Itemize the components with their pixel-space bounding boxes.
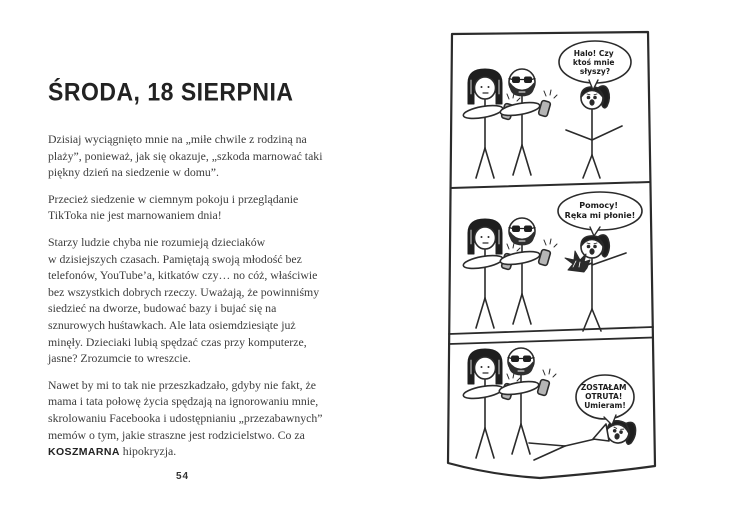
comic-strip <box>442 30 658 485</box>
text-line: minęły. Dzieciaki lubią spędzać czas przy komputerze, <box>48 334 307 349</box>
text-line-rest: hipokryzja. <box>119 444 177 459</box>
text-line: bez wszystkich dobrych rzeczy. Uważają, że powinniśmy <box>48 284 320 299</box>
text-line <box>48 443 348 461</box>
text-line: siedzieć na dworze, budować bazy i bujać się na <box>48 301 277 316</box>
paragraph <box>48 234 348 367</box>
text-line: jasne? Zrozumcie to wreszcie. <box>48 351 191 366</box>
text-line: mama i tata połowę życia spędzają na ignorowaniu mnie, <box>48 394 319 409</box>
text-line: piękny dzień na siedzenie w domu”. <box>48 165 219 180</box>
emphasis-word: KOSZMARNA <box>48 446 120 459</box>
paragraph <box>48 191 348 224</box>
text-line: w dzisiejszych czasach. Pamiętają swoją młodość bez <box>48 251 302 266</box>
svg-text:ZOSTAŁAM OTRUTA!: ZOSTAŁAM OTRUTA! Umieram! <box>580 383 627 410</box>
page-number: 54 <box>175 471 190 482</box>
text-line: TikToka nie jest marnowaniem dnia! <box>48 208 222 223</box>
text-line: Nawet by mi to tak nie przeszkadzało, gdyby nie fakt, że <box>48 377 316 392</box>
paragraph <box>48 377 348 461</box>
paragraph <box>48 131 348 181</box>
text-line: sznurowych huśtawkach. Ale lata osiemdziesiąte już <box>48 317 296 332</box>
text-line: skrolowaniu Facebooka i udostępnianiu „przezabawnych” <box>48 410 323 425</box>
text-line: Dzisiaj wyciągnięto mnie na „miłe chwile z rodziną na <box>48 132 307 146</box>
svg-text:Pomocy! Ręka mi płon: Pomocy! Ręka mi płonie! <box>564 201 636 220</box>
diary-text <box>48 131 348 471</box>
text-line: Starzy ludzie chyba nie rozumieją dzieciaków <box>48 234 266 249</box>
text-line: plaży”, ponieważ, jak się okazuje, „szkoda marnować taki <box>48 148 323 163</box>
text-line: telefonów, YouTube’a, kitkatów czy… no cóż, właściwie <box>48 268 318 283</box>
svg-text:Halo! Czy ktoś mnie: Halo! Czy ktoś mnie słyszy? <box>572 49 615 76</box>
page-heading: ŚRODA, 18 SIERPNIA <box>48 78 294 107</box>
text-line: memów o tym, jakie straszne jest rodzicielstwo. Co za <box>48 427 305 442</box>
text-line: Przecież siedzenie w ciemnym pokoju i przeglądanie <box>48 191 299 206</box>
